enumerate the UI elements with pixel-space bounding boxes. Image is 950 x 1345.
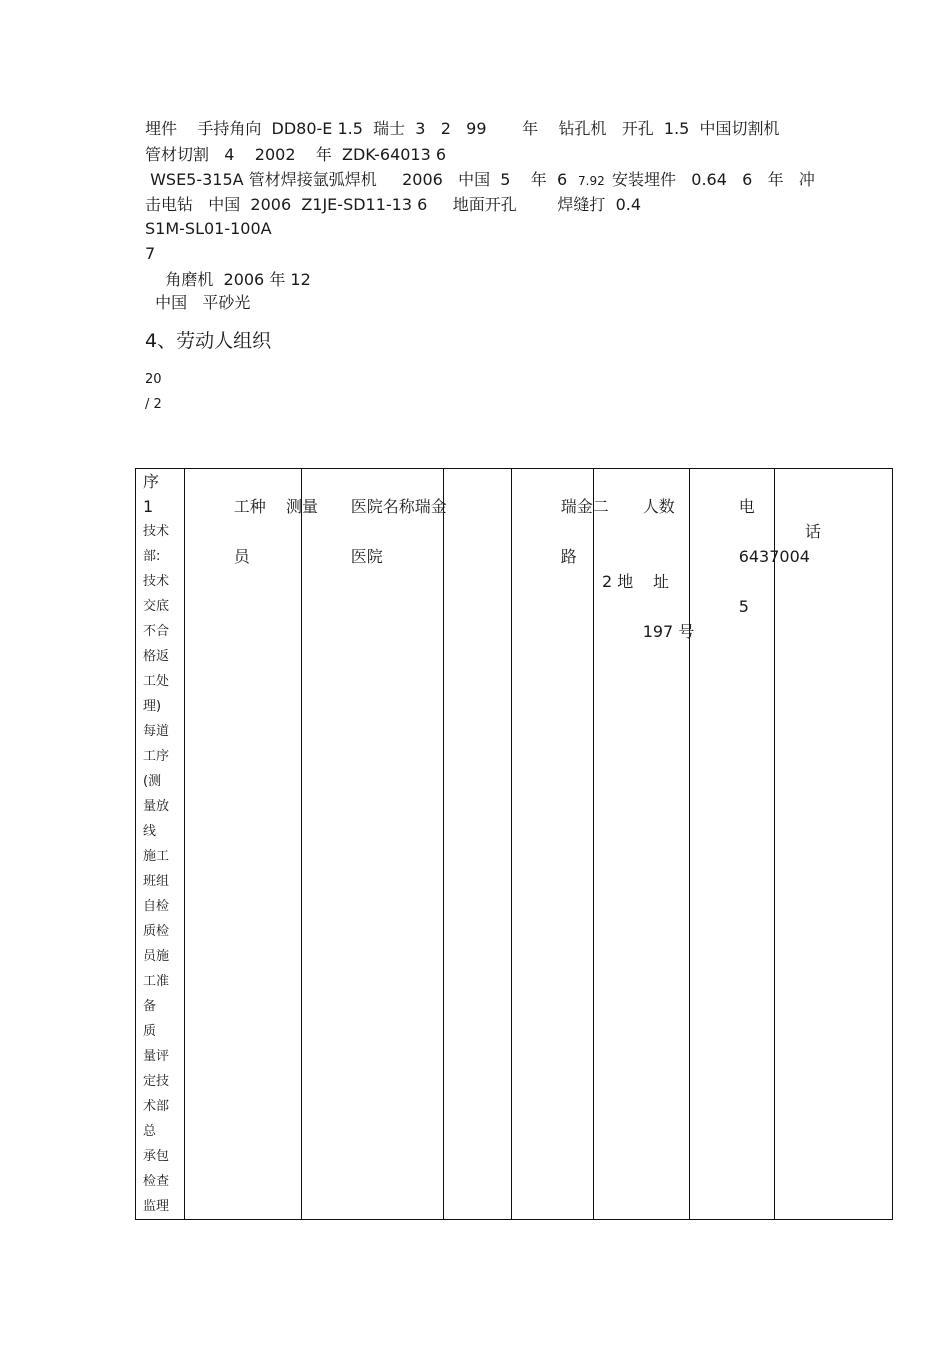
seq-item: 技术	[143, 524, 170, 539]
paragraph-line-6: 7	[145, 244, 156, 263]
seq-item: 每道	[143, 724, 170, 739]
trade-value-2: 员	[233, 547, 250, 566]
people-address-cell	[594, 469, 695, 1220]
address-value: 197 号	[642, 622, 695, 641]
paragraph-line-3-number: 7.92	[578, 174, 605, 188]
seq-item: 技术	[143, 574, 170, 589]
empty-cell	[444, 469, 512, 1220]
phone-label-cell	[775, 469, 893, 1220]
seq-number: 1	[143, 497, 154, 516]
labor-organization-table	[135, 468, 893, 1220]
seq-cell	[136, 469, 185, 1220]
phone-value-1: 6437004	[738, 547, 810, 566]
seq-item: 术部	[143, 1099, 170, 1114]
section-heading: 4、劳动人组织	[145, 330, 272, 352]
road-line-1: 瑞金二	[560, 497, 609, 516]
seq-item: 定技	[143, 1074, 170, 1089]
paragraph-line-5: S1M-SL01-100A	[145, 219, 272, 238]
people-label: 人数	[642, 497, 675, 516]
seq-item: 班组	[143, 874, 170, 889]
paragraph-line-8: 中国 平砂光	[145, 293, 251, 312]
seq-item: 自检	[143, 899, 170, 914]
paragraph-line-7: 角磨机 2006 年 12	[145, 270, 311, 289]
seq-item: 备	[143, 999, 157, 1014]
seq-item: 不合	[143, 624, 170, 639]
phone-label-b: 话	[805, 522, 822, 541]
trade-cell	[185, 469, 319, 1220]
seq-item: 量评	[143, 1049, 170, 1064]
road-line-2: 路	[560, 547, 577, 566]
paragraph-line-2: 管材切割 4 2002 年 ZDK-64013 6	[145, 145, 447, 164]
paragraph-line-3: WSE5-315A 管材焊接氩弧焊机 2006 中国 5 年 6	[145, 170, 568, 189]
phone-label-a: 电	[738, 497, 755, 516]
seq-item: (测	[143, 774, 162, 789]
seq-items	[143, 519, 178, 1219]
seq-item: 承包	[143, 1149, 170, 1164]
paragraph-line-3-tail: 安装埋件 0.64 6 年 冲	[612, 170, 815, 189]
seq-item: 施工	[143, 849, 170, 864]
seq-item: 检查	[143, 1174, 170, 1189]
page-total: / 2	[145, 397, 162, 412]
people-address-row	[602, 569, 683, 594]
hospital-line-1: 医院名称瑞金	[350, 497, 447, 516]
seq-item: 理)	[143, 699, 162, 714]
address-label-b: 址	[652, 572, 669, 591]
seq-item: 质检	[143, 924, 170, 939]
trade-label: 工种	[233, 497, 266, 516]
seq-item: 线	[143, 824, 157, 839]
paragraph-line-1: 埋件 手持角向 DD80-E 1.5 瑞士 3 2 99 年 钻孔机 开孔 1.5 中国切割机	[145, 119, 780, 138]
address-label-a: 地	[617, 572, 634, 591]
trade-value: 测量	[286, 497, 319, 516]
road-cell	[512, 469, 609, 1220]
phone-value-2: 5	[738, 597, 749, 616]
page-number: 20	[145, 372, 162, 387]
seq-item: 工序	[143, 749, 170, 764]
seq-item: 监理	[143, 1199, 170, 1214]
seq-item: 工准	[143, 974, 170, 989]
people-value: 2	[602, 572, 613, 591]
seq-item: 格返	[143, 649, 170, 664]
seq-item: 质	[143, 1024, 157, 1039]
seq-item: 员施	[143, 949, 170, 964]
hospital-line-2: 医院	[350, 547, 383, 566]
hospital-cell	[302, 469, 447, 1220]
seq-item: 工处	[143, 674, 170, 689]
paragraph-line-4: 击电钻 中国 2006 Z1JE-SD11-13 6 地面开孔 焊缝打 0.4	[145, 195, 642, 214]
seq-header: 序	[143, 472, 160, 491]
seq-item: 量放	[143, 799, 170, 814]
seq-item: 部:	[143, 549, 161, 564]
seq-item: 交底	[143, 599, 170, 614]
seq-item: 总	[143, 1124, 157, 1139]
phone-value-cell	[690, 469, 810, 1220]
